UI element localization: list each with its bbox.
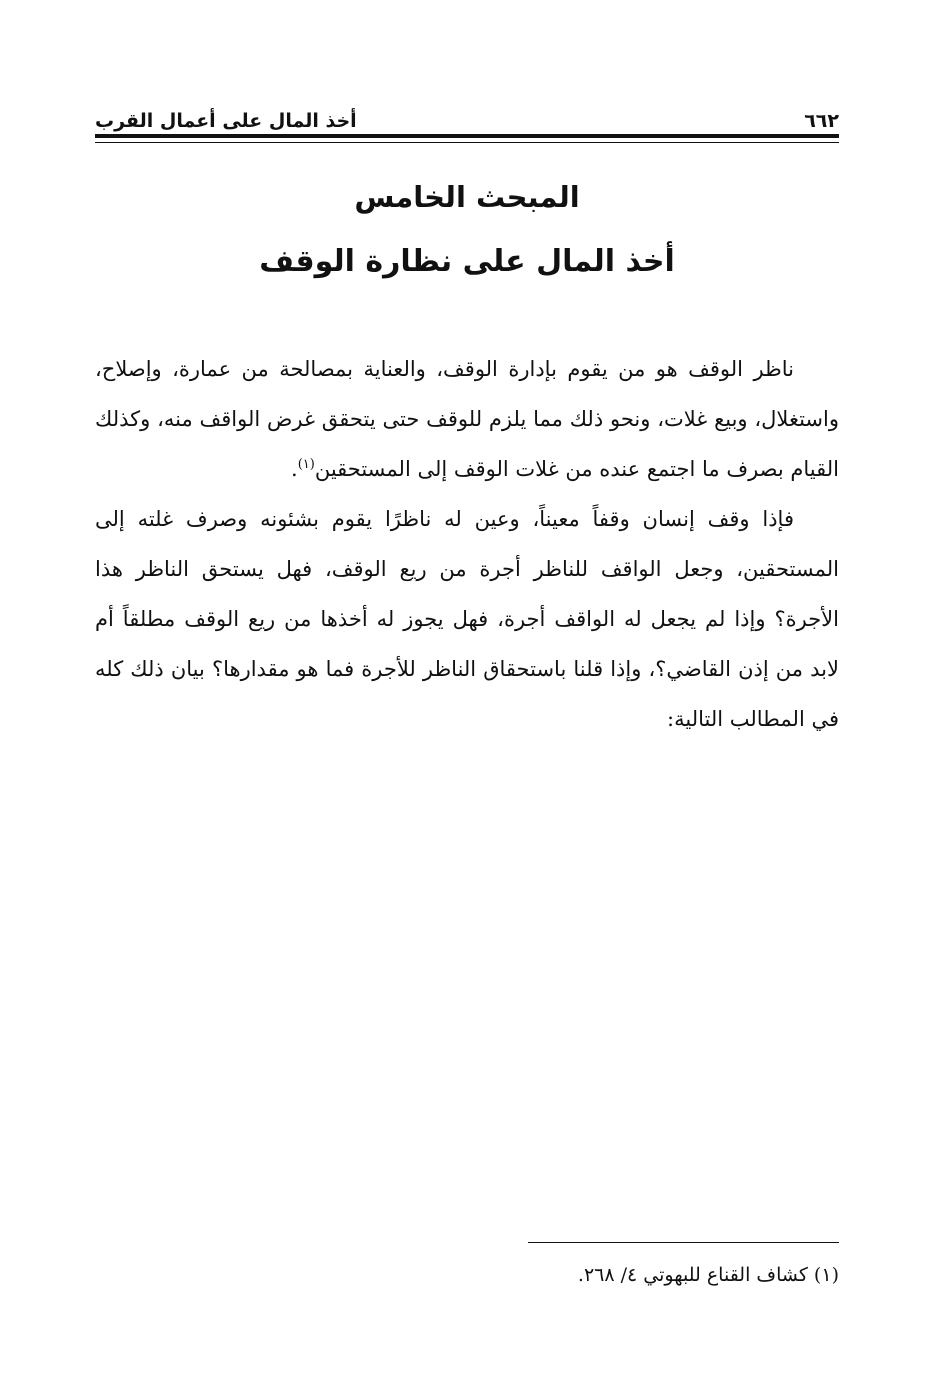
page-number: ٦٦٢	[804, 110, 839, 132]
running-title: أخذ المال على أعمال القرب	[95, 110, 357, 132]
running-header	[95, 98, 839, 132]
header-rule-thin	[95, 142, 839, 143]
paragraph-1	[95, 344, 839, 494]
paragraph-1-text: ناظر الوقف هو من يقوم بإدارة الوقف، والعناية بمصالحة من عمارة، وإصلاح، واستغلال، وبيع غلات، ونحو ذلك مما يلزم للوقف حتى يتحقق غرض الواقف منه، وكذلك القيام بصرف ما اجتمع عنده من غلات الوقف إلى المستحقين	[95, 357, 839, 481]
footnote-1: (١) كشاف القناع للبهوتي ٤/ ٢٦٨.	[577, 1264, 839, 1286]
paragraph-1-end: .	[291, 457, 298, 481]
paragraph-2: فإذا وقف إنسان وقفاً معيناً، وعين له ناظرًا يقوم بشئونه وصرف غلته إلى المستحقين، وجعل الواقف للناظر أجرة من ريع الوقف، فهل يستحق الناظر هذا الأجرة؟ وإذا لم يجعل له الواقف أجرة، فهل يجوز له أخذها من ريع الوقف مطلقاً أم لابد من إذن القاضي؟، وإذا قلنا باستحقاق الناظر للأجرة فما هو مقدارها؟ بيان ذلك كله في المطالب التالية:	[95, 507, 839, 731]
section-title: أخذ المال على نظارة الوقف	[259, 244, 675, 279]
body-text	[95, 344, 839, 744]
section-label: المبحث الخامس	[354, 180, 580, 214]
footnote-reference: (١)	[297, 457, 315, 472]
header-rule-thick	[95, 134, 839, 138]
footnote-separator	[528, 1242, 839, 1243]
